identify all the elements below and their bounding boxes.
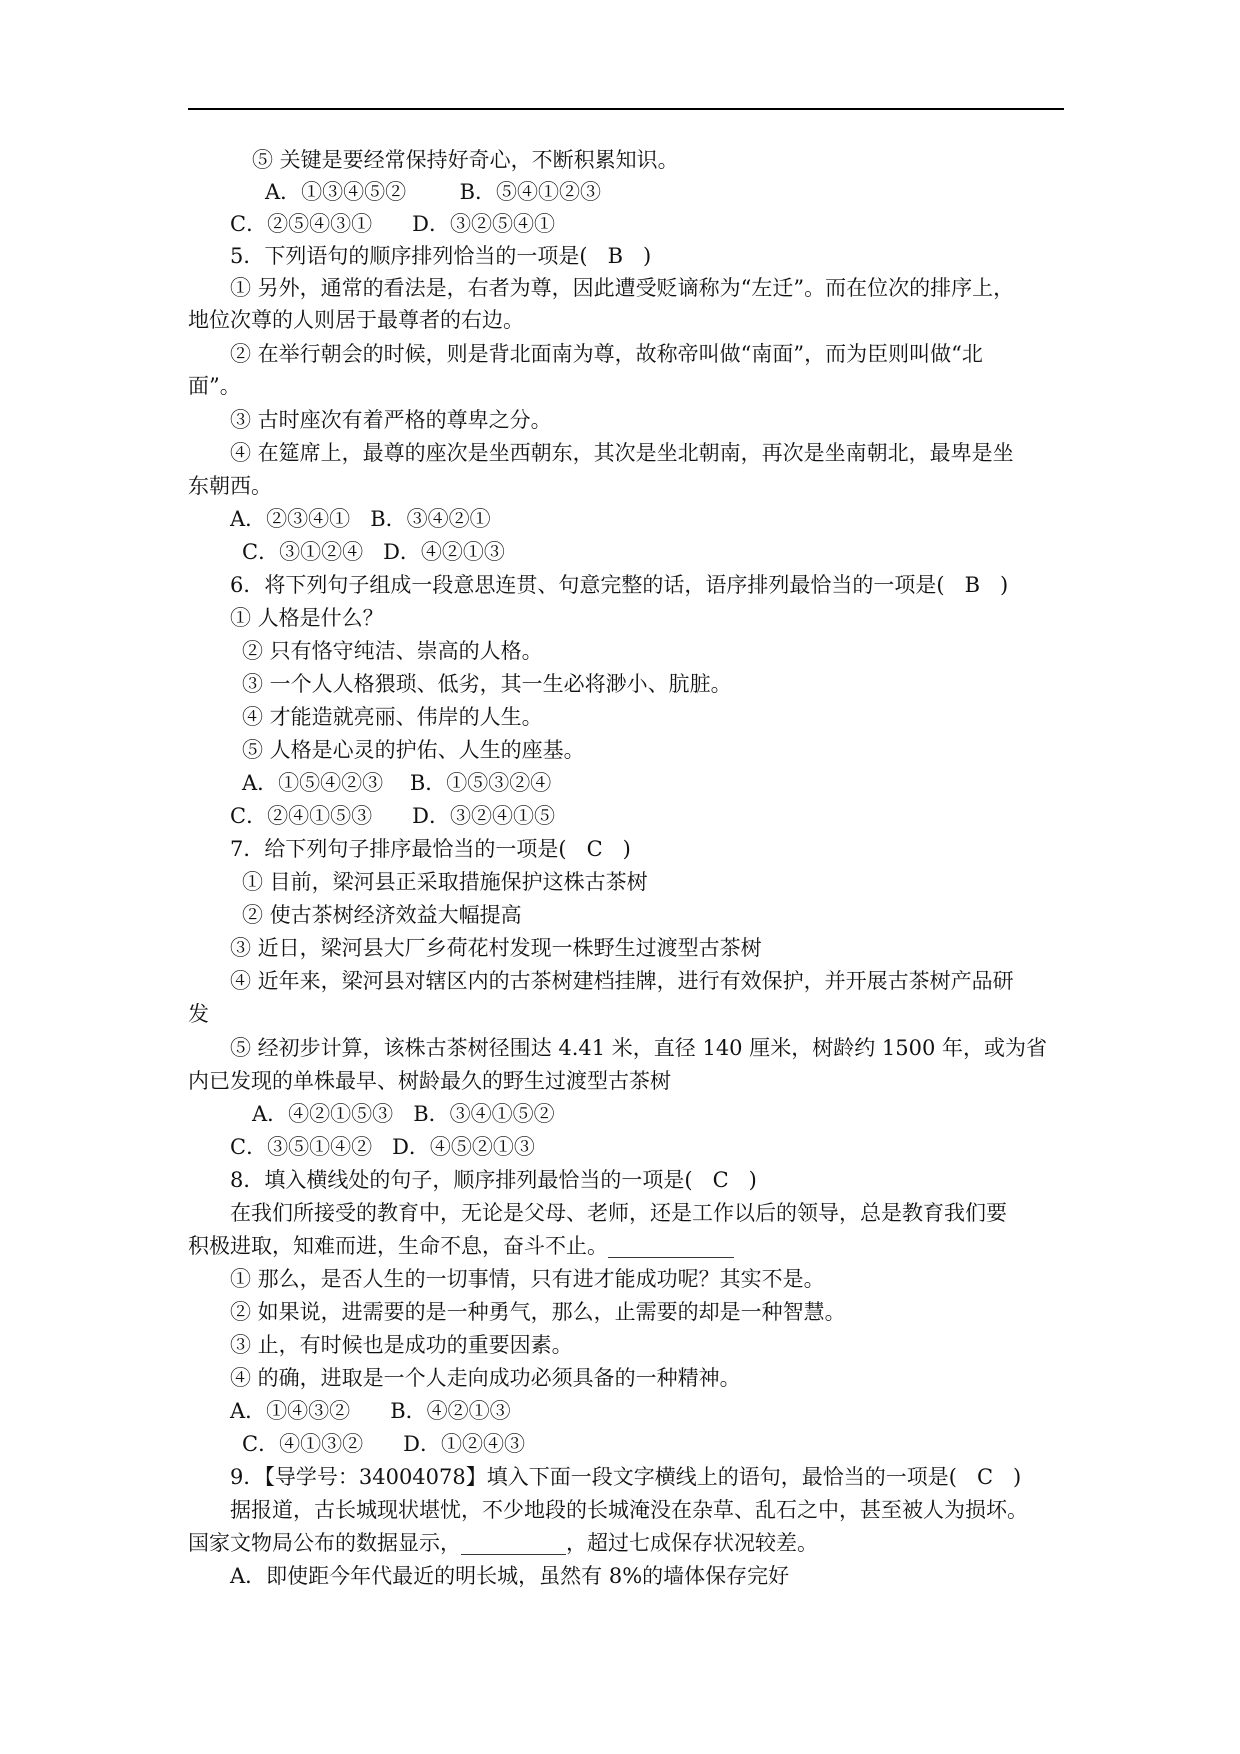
text-line: C．③①②④ D．④②①③ [242, 540, 505, 564]
text-line: A．即使距今年代最近的明长城，虽然有 8%的墙体保存完好 [230, 1564, 790, 1588]
text-line: A．①③④⑤② B．⑤④①②③ [265, 180, 601, 204]
text-line: ① 那么，是否人生的一切事情，只有进才能成功呢？其实不是。 [230, 1267, 825, 1291]
text-line: 面”。 [188, 374, 241, 398]
text-line: ② 在举行朝会的时候，则是背北面南为尊，故称帝叫做“南面”，而为臣则叫做“北 [230, 342, 983, 366]
text-line: ③ 止，有时候也是成功的重要因素。 [230, 1333, 573, 1357]
text-line: ③ 一个人人格猥琐、低劣，其一生必将渺小、肮脏。 [242, 672, 732, 696]
text-line: ④ 的确，进取是一个人走向成功必须具备的一种精神。 [230, 1366, 741, 1390]
text-line: ② 使古茶树经济效益大幅提高 [242, 903, 522, 927]
text-line: ⑤ 经初步计算，该株古茶树径围达 4.41 米，直径 140 厘米，树龄约 1500 年，或为省 [230, 1036, 1048, 1060]
text-line: 国家文物局公布的数据显示，__________，超过七成保存状况较差。 [188, 1531, 818, 1555]
header-rule [188, 108, 1064, 110]
text-line: 9．【导学号：34004078】填入下面一段文字横线上的语句，最恰当的一项是( C ) [230, 1465, 1022, 1489]
text-line: 东朝西。 [188, 474, 272, 498]
text-line: A．①④③② B．④②①③ [230, 1399, 511, 1423]
text-line: 6．将下列句子组成一段意思连贯、句意完整的话，语序排列最恰当的一项是( B ) [230, 573, 1009, 597]
text-line: C．③⑤①④② D．④⑤②①③ [230, 1135, 535, 1159]
text-line: ④ 才能造就亮丽、伟岸的人生。 [242, 705, 543, 729]
text-line: A．④②①⑤③ B．③④①⑤② [252, 1102, 555, 1126]
text-line: 在我们所接受的教育中，无论是父母、老师，还是工作以后的领导，总是教育我们要 [230, 1201, 1007, 1225]
text-line: ① 人格是什么？ [230, 606, 384, 630]
text-line: C．②⑤④③① D．③②⑤④① [230, 212, 555, 236]
text-line: ④ 在筵席上，最尊的座次是坐西朝东，其次是坐北朝南，再次是坐南朝北，最卑是坐 [230, 441, 1014, 465]
text-line: ③ 近日，梁河县大厂乡荷花村发现一株野生过渡型古茶树 [230, 936, 762, 960]
text-line: ① 另外，通常的看法是，右者为尊，因此遭受贬谪称为“左迁”。而在位次的排序上， [230, 276, 1015, 300]
text-line: C．②④①⑤③ D．③②④①⑤ [230, 804, 555, 828]
text-line: ② 只有恪守纯洁、崇高的人格。 [242, 639, 543, 663]
text-line: 发 [188, 1002, 209, 1026]
text-line: ④ 近年来，梁河县对辖区内的古茶树建档挂牌，进行有效保护，并开展古茶树产品研 [230, 969, 1014, 993]
text-line: ⑤ 关键是要经常保持好奇心，不断积累知识。 [252, 148, 679, 172]
text-line: 5．下列语句的顺序排列恰当的一项是( B ) [230, 244, 652, 268]
text-line: 8．填入横线处的句子，顺序排列最恰当的一项是( C ) [230, 1168, 757, 1192]
text-line: A．②③④① B．③④②① [230, 507, 491, 531]
text-line: C．④①③② D．①②④③ [242, 1432, 525, 1456]
text-line: ② 如果说，进需要的是一种勇气，那么，止需要的却是一种智慧。 [230, 1300, 846, 1324]
text-line: ③ 古时座次有着严格的尊卑之分。 [230, 408, 552, 432]
text-line: ⑤ 人格是心灵的护佑、人生的座基。 [242, 738, 585, 762]
text-line: 内已发现的单株最早、树龄最久的野生过渡型古茶树 [188, 1069, 671, 1093]
text-line: 地位次尊的人则居于最尊者的右边。 [188, 308, 524, 332]
text-line: 7．给下列句子排序最恰当的一项是( C ) [230, 837, 631, 861]
text-line: A．①⑤④②③ B．①⑤③②④ [242, 771, 552, 795]
text-line: 据报道，古长城现状堪忧，不少地段的长城淹没在杂草、乱石之中，甚至被人为损坏。 [230, 1498, 1028, 1522]
text-line: ① 目前，梁河县正采取措施保护这株古茶树 [242, 870, 648, 894]
text-line: 积极进取，知难而进，生命不息，奋斗不止。____________ [188, 1234, 734, 1258]
